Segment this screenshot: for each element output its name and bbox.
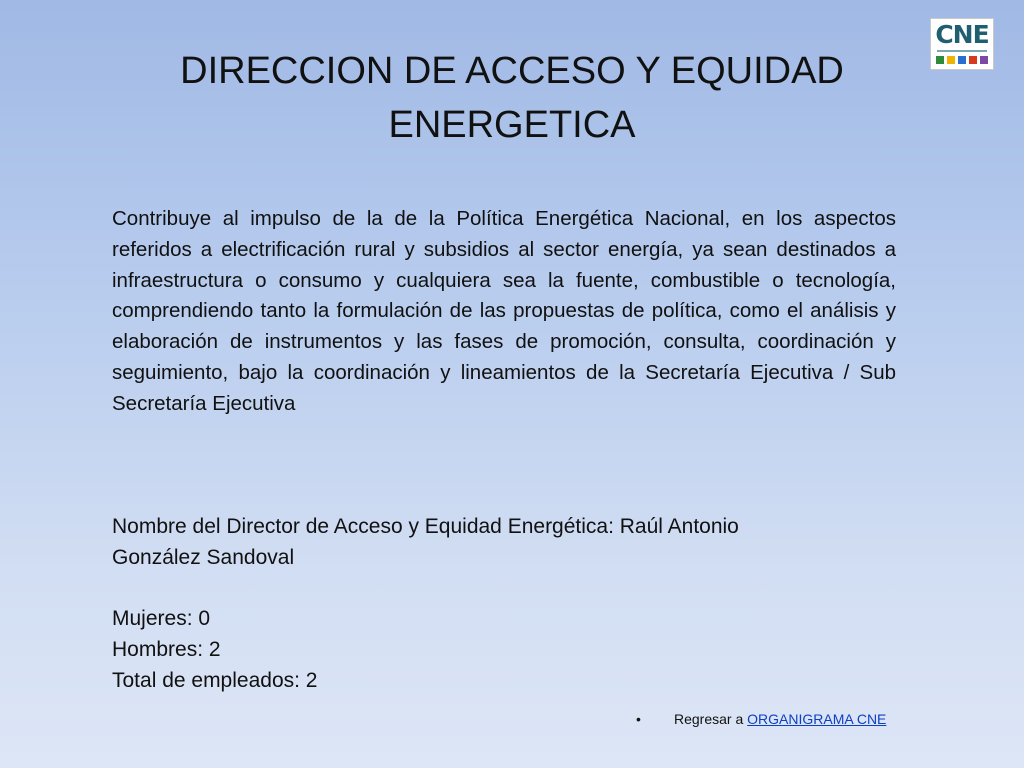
back-prefix: Regresar a xyxy=(674,711,748,727)
logo-color-squares xyxy=(936,56,988,65)
description-paragraph: Contribuye al impulso de la de la Política Energética Nacional, en los aspectos referidos a electrificación rural y subsidios al sector energía, ya sean destinados a infraestructura o consumo y cualquiera sea la fuente, combustible o tecnología, comprendiendo tanto la formulación de las propuestas de política, como el análisis y elaboración de instrumentos y las fases de promoción, consulta, coordinación y seguimiento, bajo la coordinación y lineamientos de la Secretaría Ejecutiva / Sub Secretaría Ejecutiva xyxy=(112,207,896,415)
director-line-2: González Sandoval xyxy=(112,546,295,569)
bullet-icon: • xyxy=(636,711,641,727)
director-line-1: Nombre del Director de Acceso y Equidad Energética: Raúl Antonio xyxy=(112,515,739,538)
title-line-2: ENERGETICA xyxy=(388,104,636,146)
stat-hombres: Hombres: 2 xyxy=(112,638,221,661)
logo-square-2 xyxy=(947,56,955,64)
cne-logo xyxy=(930,18,994,70)
logo-text: CNE xyxy=(935,20,989,49)
logo-square-5 xyxy=(980,56,988,64)
logo-square-1 xyxy=(936,56,944,64)
organigrama-link[interactable]: ORGANIGRAMA CNE xyxy=(747,711,887,727)
employee-stats xyxy=(112,603,612,696)
logo-divider xyxy=(937,50,987,52)
logo-square-4 xyxy=(969,56,977,64)
stat-total: Total de empleados: 2 xyxy=(112,669,318,692)
slide-title xyxy=(112,44,912,152)
stat-mujeres: Mujeres: 0 xyxy=(112,607,211,630)
title-line-1: DIRECCION DE ACCESO Y EQUIDAD xyxy=(180,50,844,92)
director-name xyxy=(112,511,896,573)
back-navigation xyxy=(636,709,886,729)
logo-square-3 xyxy=(958,56,966,64)
